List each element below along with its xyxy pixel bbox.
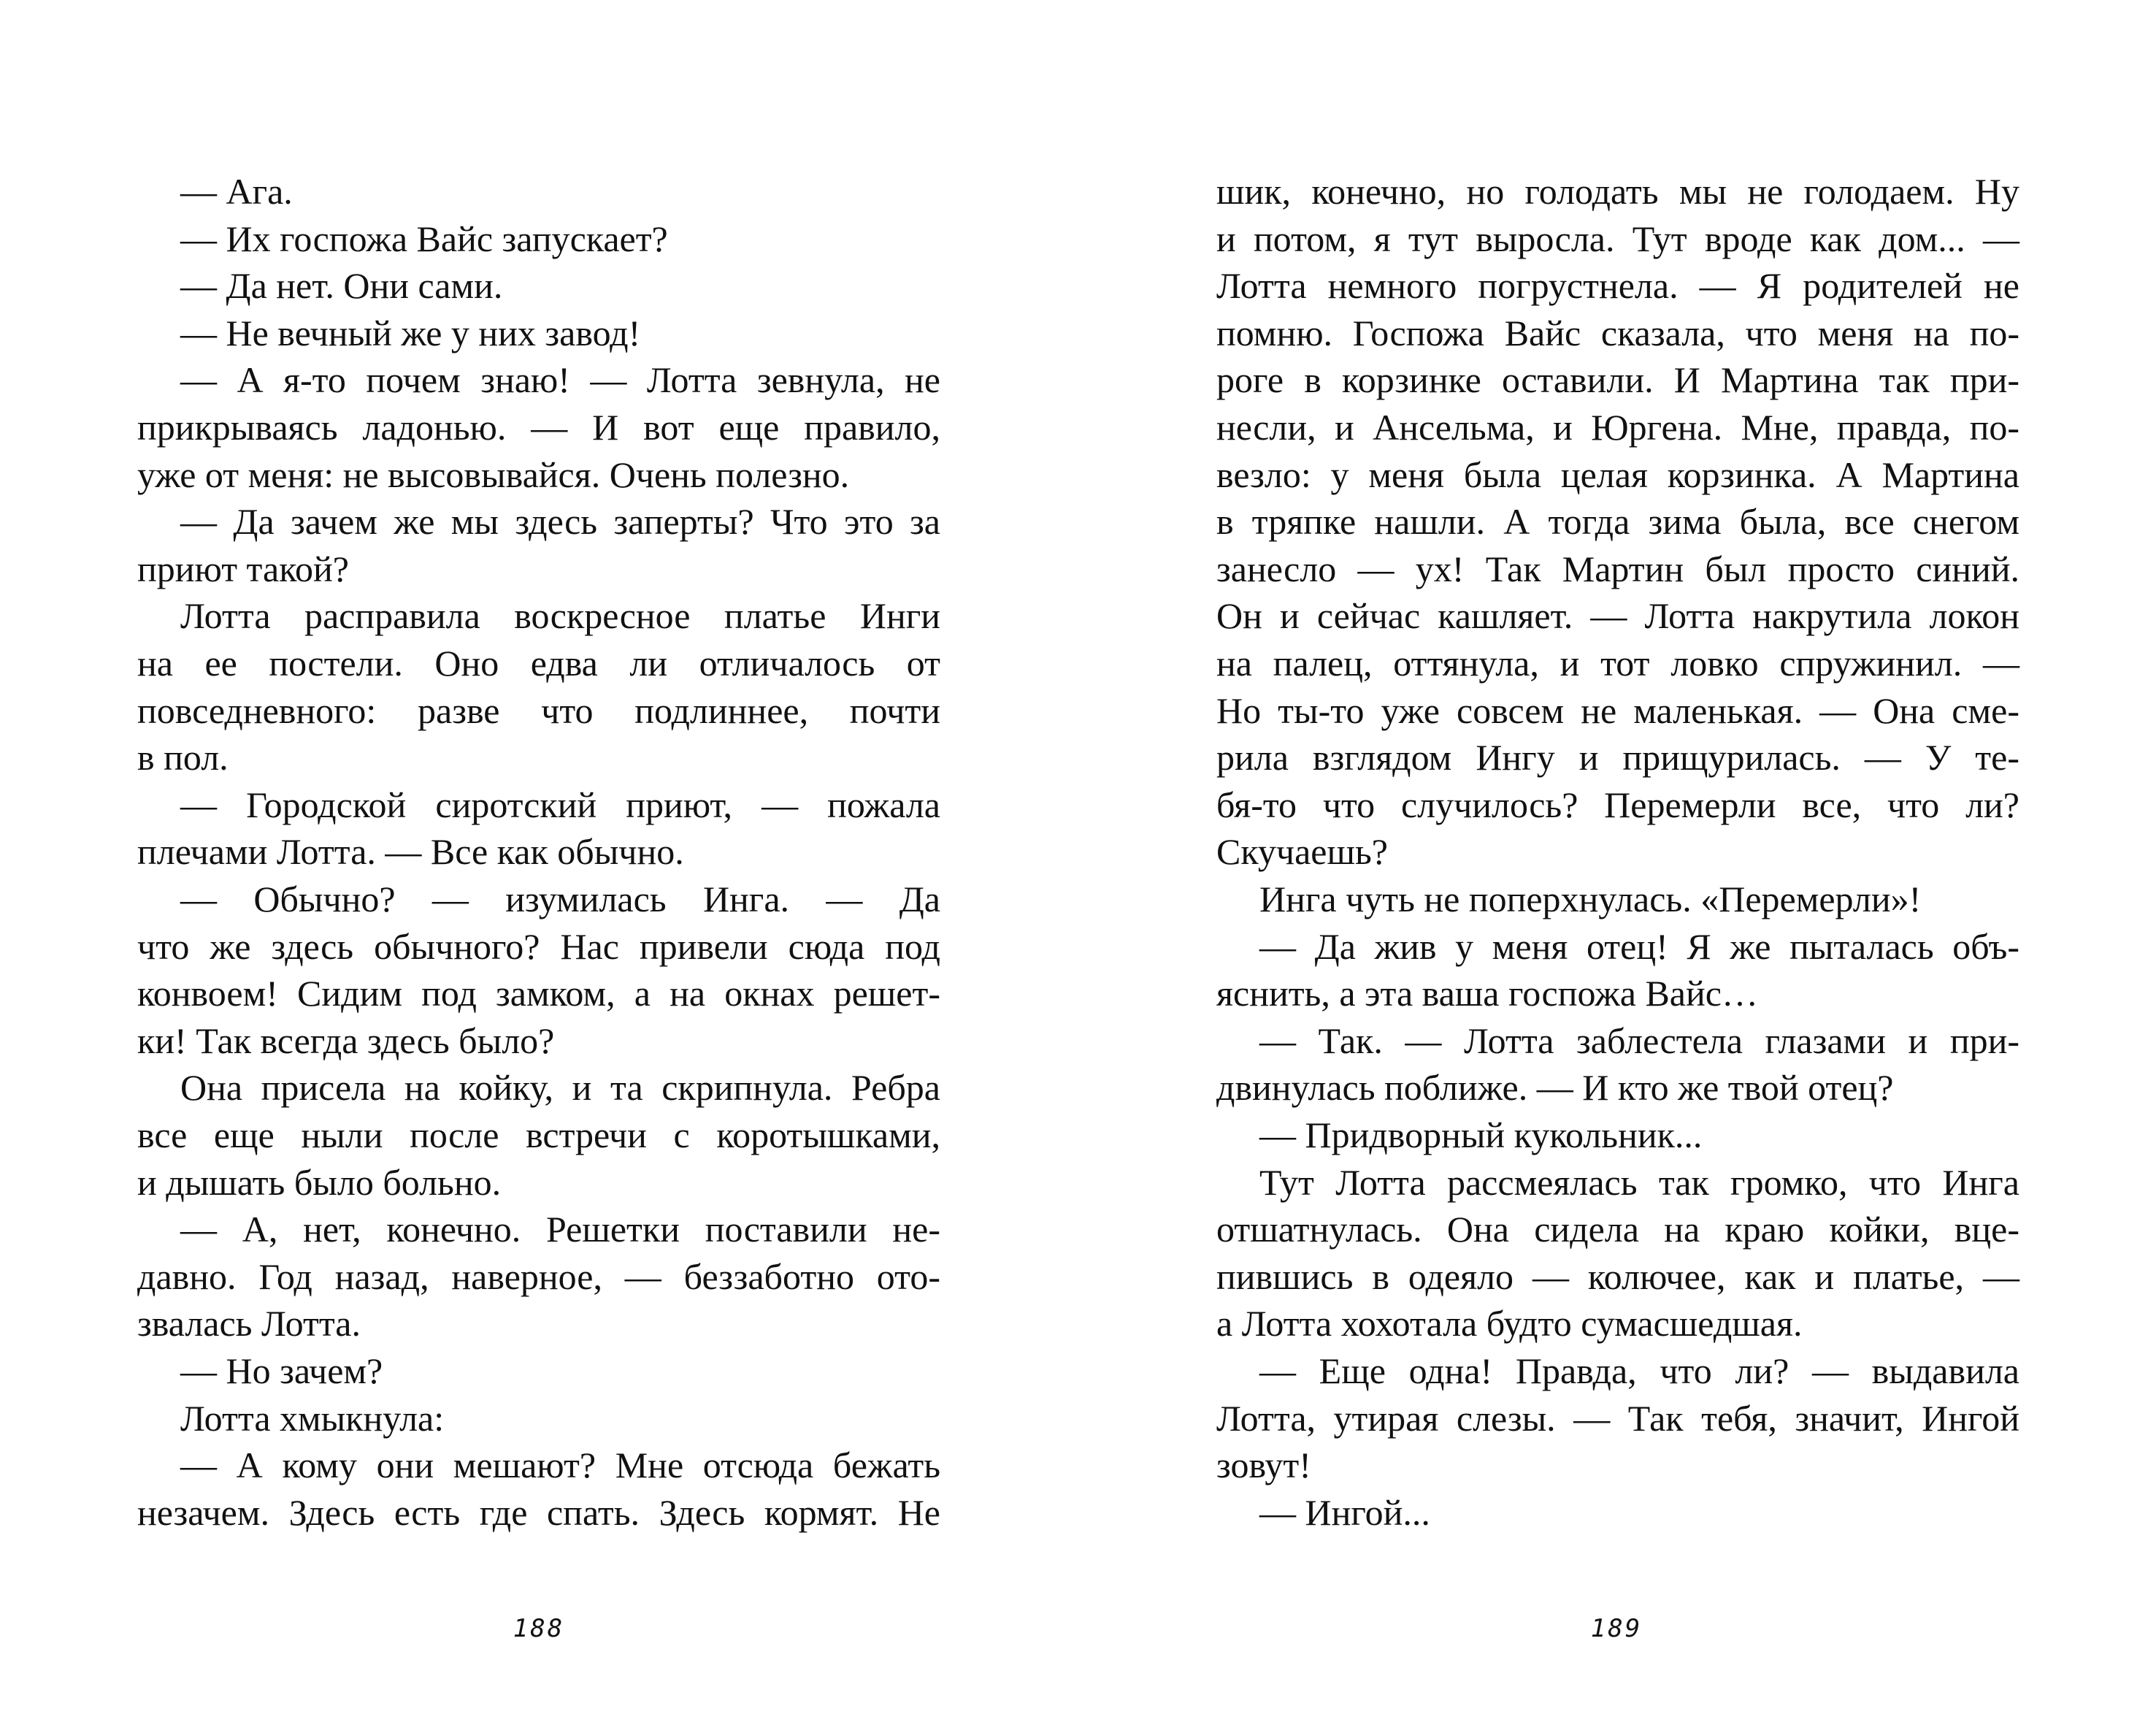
text-line: рила взглядом Ингу и прищурилась. — У те- [1216, 737, 2019, 779]
text-line: зовут! [1216, 1445, 1311, 1486]
text-line: Инга чуть не поперхнулась. «Перемерли»! [1259, 879, 1922, 919]
text-line: Лотта, утирая слезы. — Так тебя, значит, Ингой [1216, 1397, 2019, 1439]
text-line: яснить, а эта ваша госпожа Вайс… [1216, 973, 1758, 1014]
right-page [1078, 0, 2156, 1725]
text-line: повседневного: разве что подлиннее, почти [137, 689, 940, 731]
text-line: в тряпке нашли. А тогда зима была, все снегом [1216, 501, 2019, 543]
text-line: — Да нет. Они сами. [180, 265, 503, 307]
text-line: Скучаешь? [1216, 831, 1388, 873]
text-line: — Да зачем же мы здесь заперты? Что это за [180, 501, 940, 543]
text-line: несли, и Ансельма, и Юргена. Мне, правда, по- [1216, 407, 2019, 448]
text-line: и потом, я тут выросла. Тут вроде как дом... — [1216, 218, 2019, 259]
text-line: — Обычно? — изумилась Инга. — Да [180, 879, 940, 919]
text-line: — Ага. [180, 171, 293, 212]
text-line: — А кому они мешают? Мне отсюда бежать [180, 1445, 940, 1486]
text-line: — А, нет, конечно. Решетки поставили не- [180, 1209, 940, 1250]
text-line: Лотта немного погрустнела. — Я родителей не [1216, 265, 2019, 307]
text-line: и дышать было больно. [137, 1161, 502, 1203]
text-line: плечами Лотта. — Все как обычно. [137, 831, 684, 873]
text-line: на палец, оттянула, и тот ловко спружинил. — [1216, 643, 2019, 684]
text-line: приют такой? [137, 548, 349, 589]
text-line: роге в корзинке оставили. И Мартина так при- [1216, 359, 2019, 401]
text-line: помню. Госпожа Вайс сказала, что меня на по- [1216, 312, 2019, 353]
text-line: пившись в одеяло — колючее, как и платье, — [1216, 1255, 2019, 1297]
text-line: Но ты-то уже совсем не маленькая. — Она сме- [1216, 689, 2019, 731]
text-line: — Да жив у меня отец! Я же пыталась объ- [1259, 925, 2019, 967]
text-line: на ее постели. Оно едва ли отличалось от [137, 643, 940, 684]
text-line: — Так. — Лотта заблестела глазами и при- [1259, 1020, 2019, 1061]
left-page-number: 188 [513, 1614, 565, 1643]
text-line: бя-то что случилось? Перемерли все, что ли? [1216, 784, 2019, 825]
text-line: Он и сейчас кашляет. — Лотта накрутила локон [1216, 595, 2019, 637]
text-line: двинулась поближе. — И кто же твой отец? [1216, 1067, 1894, 1109]
text-line: ки! Так всегда здесь было? [137, 1020, 555, 1061]
text-line: все еще ныли после встречи с коротышками, [137, 1114, 940, 1155]
text-line: в пол. [137, 737, 229, 779]
text-line: а Лотта хохотала будто сумасшедшая. [1216, 1303, 1803, 1345]
text-line: Лотта хмыкнула: [180, 1397, 445, 1439]
text-line: отшатнулась. Она сидела на краю койки, вце- [1216, 1209, 2019, 1250]
text-line: — Ингой... [1259, 1491, 1430, 1533]
text-line: — Их госпожа Вайс запускает? [180, 218, 668, 259]
text-line: занесло — ух! Так Мартин был просто синий. [1216, 548, 2019, 589]
right-page-text [1216, 0, 2019, 1725]
text-line: — Еще одна! Правда, что ли? — выдавила [1259, 1350, 2019, 1391]
right-page-number: 189 [1590, 1614, 1643, 1643]
text-line: незачем. Здесь есть где спать. Здесь кормят. Не [137, 1491, 940, 1533]
text-line: что же здесь обычного? Нас привели сюда под [137, 925, 940, 967]
text-line: звалась Лотта. [137, 1303, 361, 1345]
text-line: уже от меня: не высовывайся. Очень полезно. [137, 454, 850, 495]
text-line: Она присела на койку, и та скрипнула. Ребра [180, 1067, 940, 1109]
left-page-text [137, 0, 940, 1725]
text-line: Лотта расправила воскресное платье Инги [180, 595, 940, 637]
text-line: — Но зачем? [180, 1350, 383, 1391]
text-line: шик, конечно, но голодать мы не голодаем. Ну [1216, 171, 2019, 212]
text-line: — Придворный кукольник... [1259, 1114, 1703, 1155]
text-line: Тут Лотта рассмеялась так громко, что Инга [1259, 1161, 2019, 1203]
text-line: прикрываясь ладонью. — И вот еще правило, [137, 407, 940, 448]
text-line: везло: у меня была целая корзинка. А Мартина [1216, 454, 2019, 495]
text-line: — Городской сиротский приют, — пожала [180, 784, 940, 825]
text-line: — Не вечный же у них завод! [180, 312, 641, 353]
text-line: конвоем! Сидим под замком, а на окнах решет- [137, 973, 940, 1014]
text-line: — А я-то почем знаю! — Лотта зевнула, не [180, 359, 940, 401]
text-line: давно. Год назад, наверное, — беззаботно ото- [137, 1255, 940, 1297]
